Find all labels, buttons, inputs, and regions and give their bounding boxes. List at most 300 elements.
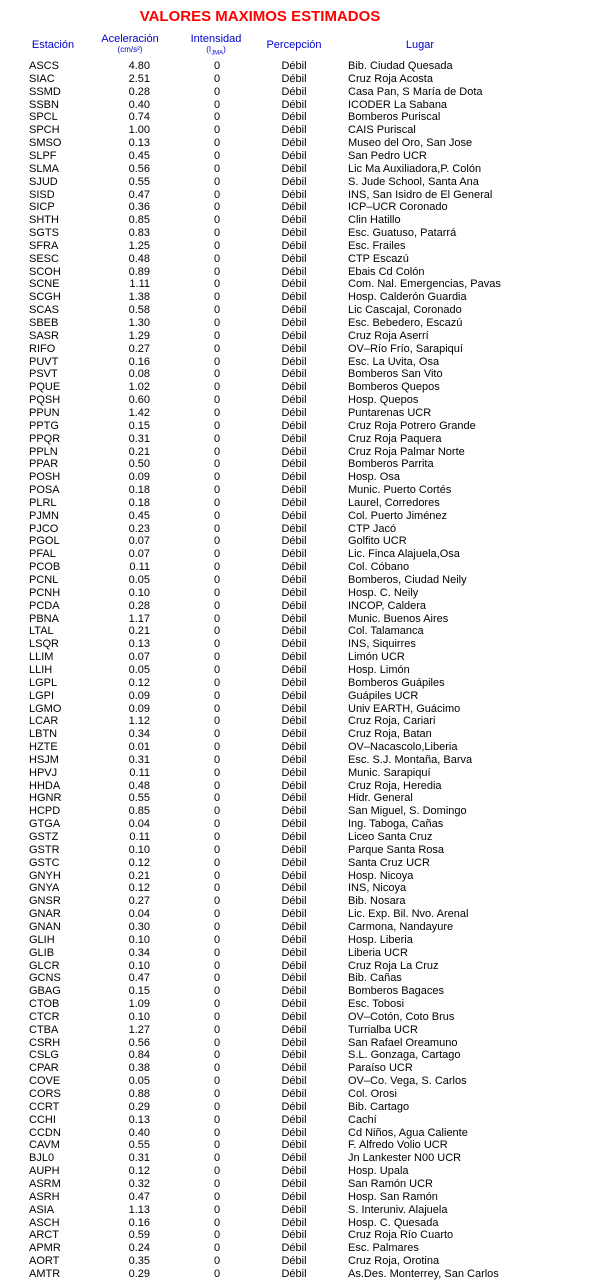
acceleration-value: 1.02 [128,381,150,394]
station-code: SCAS [29,304,59,317]
table-row [0,613,590,626]
station-code: LLIM [29,651,54,664]
table-row [0,240,590,253]
perception-value: Débil [281,406,307,419]
acceleration-value: 0.13 [128,638,150,651]
intensity-value: 0 [213,882,221,895]
place-name: Hosp. San Ramón [348,1190,438,1203]
acceleration-value: 0.09 [128,471,150,484]
table-row [0,844,590,857]
station-code: PCDA [29,599,60,612]
acceleration-value: 0.10 [128,586,150,599]
acceleration-value: 0.11 [129,766,150,779]
place-name: Munic. Buenos Aires [348,612,449,625]
station-code: GBAG [29,985,61,998]
place-name: Esc. Frailes [348,239,406,252]
station-code: SSMD [29,85,61,98]
perception-value: Débil [281,227,307,240]
table-row [0,1255,590,1268]
acceleration-value: 0.18 [128,484,150,497]
station-code: GNYA [29,882,60,895]
perception-value: Débil [281,599,307,612]
intensity-value: 0 [213,1203,221,1216]
place-name: Paraíso UCR [348,1062,413,1075]
place-name: Hosp. Osa [348,471,400,484]
intensity-value: 0 [213,98,221,111]
perception-value: Débil [281,959,307,972]
station-code: CTBA [29,1023,59,1036]
table-row [0,201,590,214]
station-code: CCDN [29,1126,61,1139]
intensity-value: 0 [213,406,221,419]
perception-value: Débil [281,946,307,959]
table-row [0,664,590,677]
acceleration-value: 0.55 [128,1139,150,1152]
place-name: INS, Nicoya [348,882,407,895]
intensity-value: 0 [213,1113,221,1126]
acceleration-value: 1.13 [128,1203,150,1216]
perception-value: Débil [281,818,307,831]
place-name: Ing. Taboga, Cañas [348,818,444,831]
place-name: Bib. Cartago [348,1100,410,1113]
perception-value: Débil [281,355,307,368]
acceleration-value: 0.04 [128,818,150,831]
perception-value: Débil [281,753,307,766]
station-code: SLPF [29,149,57,162]
intensity-value: 0 [213,496,221,509]
perception-value: Débil [281,689,307,702]
place-name: Cruz Roja Acosta [348,72,433,85]
table-row [0,368,590,381]
table-row [0,741,590,754]
place-name: Hosp. Upala [348,1165,409,1178]
station-code: PPLN [29,445,58,458]
intensity-value: 0 [213,908,221,921]
table-row [0,420,590,433]
intensity-value: 0 [213,586,221,599]
place-name: Jn Lankester N00 UCR [348,1152,462,1165]
acceleration-value: 0.10 [128,1010,150,1023]
place-name: Liberia UCR [348,946,408,959]
table-row [0,934,590,947]
table-row [0,600,590,613]
perception-value: Débil [281,496,307,509]
acceleration-value: 0.40 [128,98,150,111]
perception-value: Débil [281,1075,307,1088]
station-code: ASIA [29,1203,55,1216]
station-code: HZTE [29,741,58,754]
perception-value: Débil [281,252,307,265]
perception-value: Débil [281,432,307,445]
intensity-value: 0 [213,1139,221,1152]
station-code: CCRT [29,1100,60,1113]
acceleration-value: 0.47 [128,1190,150,1203]
table-row [0,947,590,960]
place-name: San Miguel, S. Domingo [348,805,467,818]
table-row [0,587,590,600]
place-name: Clin Hatillo [348,214,401,227]
acceleration-value: 0.30 [128,920,150,933]
place-name: Bomberos Parrita [348,458,434,471]
intensity-value: 0 [213,818,221,831]
station-code: SESC [29,252,59,265]
acceleration-value: 0.23 [128,522,150,535]
intensity-value: 0 [213,227,221,240]
intensity-value: 0 [213,792,221,805]
perception-value: Débil [281,72,307,85]
intensity-value: 0 [213,920,221,933]
place-name: Col. Cóbano [348,561,410,574]
perception-value: Débil [281,561,307,574]
perception-value: Débil [281,1126,307,1139]
intensity-value: 0 [213,317,221,329]
perception-value: Débil [281,741,307,754]
intensity-value: 0 [213,304,221,317]
place-name: Bomberos Puriscal [348,111,441,124]
station-code: PJCO [29,522,59,535]
acceleration-value: 0.11 [129,831,150,843]
table-row [0,638,590,651]
intensity-value: 0 [213,972,221,985]
intensity-value: 0 [213,85,221,98]
intensity-value: 0 [213,1100,221,1113]
table-row [0,137,590,150]
perception-value: Débil [281,574,307,586]
perception-value: Débil [281,831,307,843]
intensity-value: 0 [213,895,221,908]
table-row [0,1011,590,1024]
acceleration-value: 0.56 [128,162,150,175]
place-name: Puntarenas UCR [348,406,432,419]
station-code: PPQR [29,432,61,445]
perception-value: Débil [281,265,307,278]
perception-value: Débil [281,201,307,214]
station-code: SCOH [29,265,61,278]
place-name: S.L. Gonzaga, Cartago [348,1049,461,1062]
place-name: San Pedro UCR [348,149,427,162]
perception-value: Débil [281,458,307,471]
intensity-value: 0 [213,239,221,252]
intensity-value: 0 [213,651,221,664]
perception-value: Débil [281,856,307,869]
intensity-value: 0 [213,291,221,304]
place-name: Bib. Ciudad Quesada [348,60,453,72]
table-row [0,458,590,471]
table-row [0,985,590,998]
acceleration-value: 1.38 [128,291,150,304]
table-row [0,960,590,973]
acceleration-value: 0.31 [128,1152,150,1165]
place-name: Hosp. C. Neily [348,586,419,599]
acceleration-value: 0.21 [128,625,150,638]
acceleration-value: 0.04 [128,908,150,921]
acceleration-value: 1.17 [128,612,150,625]
intensity-value: 0 [213,484,221,497]
place-name: Esc. Bebedero, Escazú [348,317,463,329]
intensity-value: 0 [213,394,221,407]
table-row [0,561,590,574]
intensity-value: 0 [213,111,221,124]
station-code: ASCS [29,60,59,72]
table-row [0,291,590,304]
station-code: LGPL [29,676,58,689]
station-code: ASRM [29,1177,61,1190]
header-intensity-label: Intensidad [190,33,242,45]
perception-value: Débil [281,1229,307,1242]
perception-value: Débil [281,85,307,98]
place-name: Bomberos, Ciudad Neily [348,574,467,586]
station-code: LLIH [29,663,53,676]
intensity-value: 0 [213,368,221,381]
intensity-value: 0 [213,779,221,792]
station-code: POSA [29,484,60,497]
table-row [0,882,590,895]
header-intensity-unit: $(I_{JMA})$ [206,45,226,57]
station-code: SASR [29,329,59,342]
place-name: Carmona, Nandayure [348,920,454,933]
station-code: CPAR [29,1062,59,1075]
page-title: VALORES MAXIMOS ESTIMADOS [139,8,381,25]
perception-value: Débil [281,779,307,792]
table-row [0,86,590,99]
intensity-value: 0 [213,342,221,355]
place-name: OV–Nacascolo,Liberia [348,741,458,754]
intensity-value: 0 [213,831,221,843]
acceleration-value: 0.47 [128,972,150,985]
intensity-value: 0 [213,574,221,586]
table-row [0,214,590,227]
perception-value: Débil [281,60,307,72]
acceleration-value: 1.25 [128,239,150,252]
acceleration-value: 0.09 [128,689,150,702]
station-code: GNAR [29,908,61,921]
place-name: Col. Orosi [348,1088,397,1100]
table-row [0,895,590,908]
intensity-value: 0 [213,214,221,227]
acceleration-value: 0.07 [128,651,150,664]
place-name: Cruz Roja Aserrí [348,329,429,342]
perception-value: Débil [281,1190,307,1203]
acceleration-value: 0.34 [128,728,150,741]
perception-value: Débil [281,394,307,407]
table-row [0,574,590,587]
station-code: AUPH [29,1165,60,1178]
place-name: ICODER La Sabana [348,98,448,111]
place-name: OV–Co. Vega, S. Carlos [348,1075,467,1088]
station-code: SLMA [29,162,59,175]
place-name: Lic. Finca Alajuela,Osa [348,548,460,561]
intensity-value: 0 [213,1049,221,1062]
place-name: Esc. La Uvita, Osa [348,355,440,368]
header-station-label: Estación [31,39,75,51]
intensity-value: 0 [213,522,221,535]
perception-value: Débil [281,419,307,432]
place-name: Hosp. Limón [348,663,410,676]
place-name: Cruz Roja, Cariari [348,715,436,728]
intensity-value: 0 [213,458,221,471]
station-code: PQUE [29,381,61,394]
perception-value: Débil [281,214,307,227]
station-code: CTCR [29,1010,60,1023]
intensity-value: 0 [213,663,221,676]
table-row [0,1242,590,1255]
place-name: San Ramón UCR [348,1177,433,1190]
acceleration-value: 0.27 [128,342,150,355]
intensity-value: 0 [213,471,221,484]
place-name: CTP Escazú [348,252,409,265]
station-code: PUVT [29,355,59,368]
place-name: Cruz Roja La Cruz [348,959,439,972]
acceleration-value: 0.48 [128,252,150,265]
intensity-value: 0 [213,188,221,201]
perception-value: Débil [281,702,307,715]
intensity-value: 0 [213,1255,221,1268]
perception-value: Débil [281,933,307,946]
intensity-value: 0 [213,946,221,959]
place-name: INS, San Isidro de El General [348,188,493,201]
table-row [0,870,590,883]
acceleration-value: 0.07 [128,548,150,561]
perception-value: Débil [281,522,307,535]
station-code: RIFO [29,342,56,355]
acceleration-value: 0.01 [128,741,150,754]
perception-value: Débil [281,908,307,921]
perception-value: Débil [281,843,307,856]
place-name: San Rafael Oreamuno [348,1036,458,1049]
perception-value: Débil [281,1010,307,1023]
perception-value: Débil [281,972,307,985]
table-row [0,1127,590,1140]
station-code: SISD [29,188,55,201]
place-name: Bib. Cañas [348,972,402,985]
station-code: PCNL [29,574,59,586]
perception-value: Débil [281,509,307,522]
acceleration-value: 0.85 [128,214,150,227]
intensity-value: 0 [213,869,221,882]
table-row [0,1178,590,1191]
place-name: Museo del Oro, San Jose [348,137,473,150]
table-row [0,99,590,112]
table-row [0,163,590,176]
station-code: LCAR [29,715,59,728]
intensity-value: 0 [213,265,221,278]
place-name: Cruz Roja Río Cuarto [348,1229,454,1242]
header-perception-label: Percepción [266,39,322,51]
station-code: GNAN [29,920,61,933]
station-code: GNSR [29,895,61,908]
place-name: Hosp. Liberia [348,933,413,946]
station-code: PCOB [29,561,61,574]
perception-value: Débil [281,111,307,124]
table-row [0,831,590,844]
perception-value: Débil [281,882,307,895]
perception-value: Débil [281,1177,307,1190]
acceleration-value: 0.27 [128,895,150,908]
station-code: PCNH [29,586,61,599]
place-name: Munic. Puerto Cortés [348,484,452,497]
place-name: F. Alfredo Volio UCR [348,1139,448,1152]
acceleration-value: 0.85 [128,805,150,818]
perception-value: Débil [281,638,307,651]
place-name: Esc. Guatuso, Patarrá [348,227,457,240]
acceleration-value: 0.18 [128,496,150,509]
perception-value: Débil [281,1267,307,1280]
perception-value: Débil [281,1036,307,1049]
acceleration-value: 1.27 [128,1023,150,1036]
intensity-value: 0 [213,124,221,137]
place-name: Cd Niños, Agua Caliente [348,1126,468,1139]
station-code: GSTR [29,843,60,856]
header-acceleration [88,33,172,55]
acceleration-value: 0.45 [128,149,150,162]
table-row [0,356,590,369]
perception-value: Débil [281,317,307,329]
table-row [0,381,590,394]
place-name: Bomberos Guápiles [348,676,445,689]
station-code: PJMN [29,509,59,522]
intensity-value: 0 [213,998,221,1011]
acceleration-value: 2.51 [128,72,150,85]
table-row [0,111,590,124]
station-code: HPVJ [29,766,58,779]
station-code: GCNS [29,972,61,985]
station-code: PPTG [29,419,59,432]
table-row [0,805,590,818]
place-name: INCOP, Caldera [348,599,427,612]
place-name: Bomberos San Vito [348,368,443,381]
perception-value: Débil [281,1203,307,1216]
header-intensity [176,33,256,59]
intensity-value: 0 [213,1242,221,1255]
table-row [0,446,590,459]
intensity-value: 0 [213,175,221,188]
table-row [0,1217,590,1230]
table-row [0,407,590,420]
intensity-value: 0 [213,509,221,522]
table-row [0,1088,590,1101]
acceleration-value: 1.12 [128,715,150,728]
station-code: PPUN [29,406,60,419]
place-name: Laurel, Corredores [348,496,440,509]
station-code: GTGA [29,818,61,831]
place-name: As.Des. Monterrey, San Carlos [348,1267,499,1280]
place-name: Esc. S.J. Montaña, Barva [348,753,473,766]
station-code: SJUD [29,175,58,188]
table-row [0,1152,590,1165]
perception-value: Débil [281,1165,307,1178]
intensity-value: 0 [213,548,221,561]
intensity-value: 0 [213,843,221,856]
intensity-value: 0 [213,856,221,869]
acceleration-value: 0.38 [128,1062,150,1075]
intensity-value: 0 [213,252,221,265]
station-code: SFRA [29,239,59,252]
acceleration-value: 1.09 [128,998,150,1011]
station-code: SSBN [29,98,59,111]
table-row [0,780,590,793]
station-code: SBEB [29,317,59,329]
perception-value: Débil [281,342,307,355]
station-code: APMR [29,1242,61,1255]
perception-value: Débil [281,535,307,548]
acceleration-value: 0.10 [128,843,150,856]
station-code: CORS [29,1088,61,1100]
acceleration-value: 0.60 [128,394,150,407]
acceleration-value: 0.12 [128,1165,150,1178]
acceleration-value: 0.34 [128,946,150,959]
station-code: HHDA [29,779,61,792]
place-name: Bomberos Quepos [348,381,440,394]
